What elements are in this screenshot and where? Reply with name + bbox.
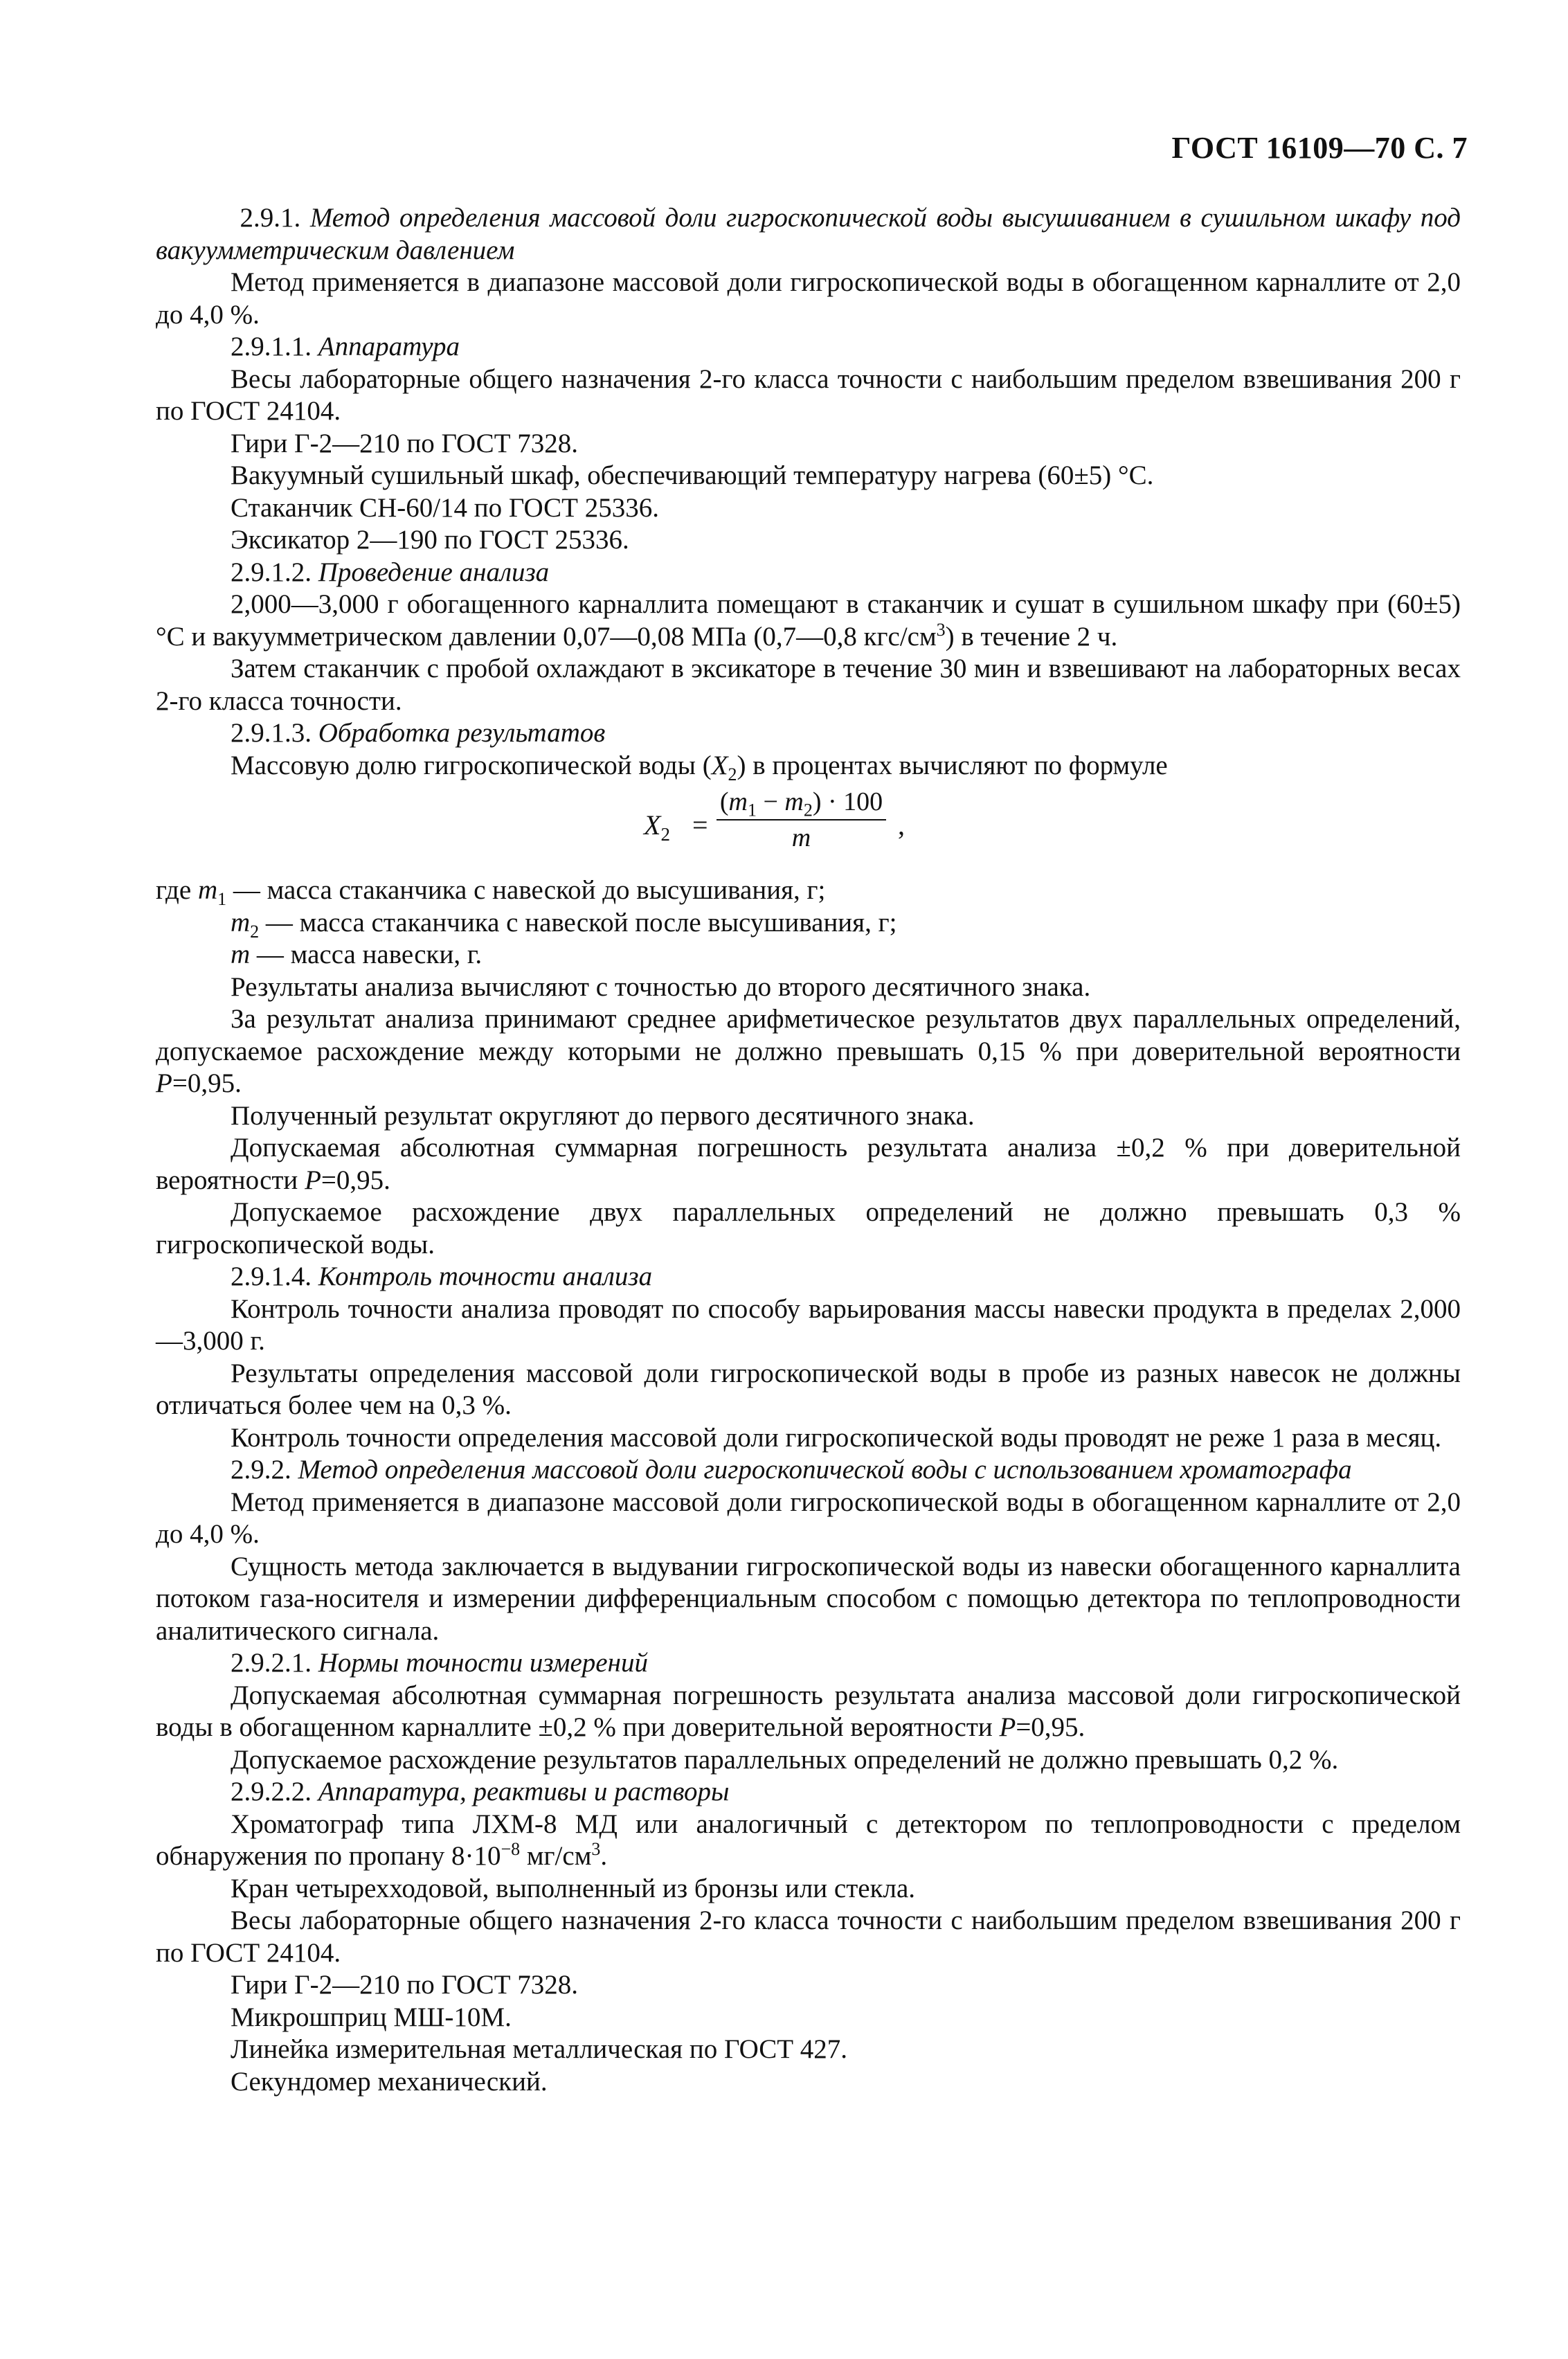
- paragraph: Массовую долю гигроскопической воды $(X_2)$ в процентах вычисляют по формуле: [231, 750, 1168, 784]
- section-heading: 2.9.1.1. Аппаратура: [231, 332, 460, 361]
- paragraph: Кран четырехходовой, выполненный из бронзы или стекла.: [231, 1873, 916, 1903]
- paragraph: Сущность метода заключается в выдувании гигроскопической воды из навески обогащенного карналлита потоком газа-носителя и измерении дифференциальным способом с помощью детектора по теплопроводности аналитического сигнала.: [156, 1551, 1461, 1646]
- section-heading: 2.9.1.4. Контроль точности анализа: [231, 1262, 653, 1291]
- paragraph: Эксикатор 2—190 по ГОСТ 25336.: [231, 525, 629, 555]
- paragraph: Допускаемое расхождение двух параллельных определений не должно превышать 0,3 % гигроскопической воды.: [156, 1197, 1461, 1259]
- legend-line: $m_2$ — масса стаканчика с навеской после высушивания, г;: [231, 907, 897, 942]
- paragraph: Затем стаканчик с пробой охлаждают в эксикаторе в течение 30 мин и взвешивают на лабораторных весах 2-го класса точности.: [156, 654, 1461, 716]
- paragraph: Допускаемое расхождение результатов параллельных определений не должно превышать 0,2 %.: [231, 1744, 1339, 1775]
- document-body: [156, 202, 1461, 2098]
- section-title: Метод определения массовой доли гигроскопической воды высушиванием в сушильном шкафу под вакуумметрическим давлением: [156, 203, 1461, 265]
- paragraph: Полученный результат округляют до первого десятичного знака.: [231, 1100, 975, 1131]
- formula-lhs: $X_2$: [644, 809, 670, 845]
- paragraph: Допускаемая абсолютная суммарная погрешность результата анализа массовой доли гигроскопической воды в обогащенном карналлите ±0,2 % при доверительной вероятности P=0,95.: [156, 1680, 1461, 1742]
- paragraph: Контроль точности анализа проводят по способу варьирования массы навески продукта в пределах 2,000—3,000 г.: [156, 1293, 1461, 1356]
- paragraph: Гири Г-2—210 по ГОСТ 7328.: [231, 428, 579, 458]
- paragraph: Результаты определения массовой доли гигроскопической воды в пробе из разных навесок не должны отличаться более чем на 0,3 %.: [156, 1358, 1461, 1420]
- legend-line: m — масса навески, г.: [231, 940, 483, 969]
- paragraph: За результат анализа принимают среднее арифметическое результатов двух параллельных определений, допускаемое расхождение между которыми не должно превышать 0,15 % при доверительной вероятности P=0,95.: [156, 1004, 1461, 1098]
- paragraph: Метод применяется в диапазоне массовой доли гигроскопической воды в обогащенном карналлите от 2,0 до 4,0 %.: [156, 1487, 1461, 1549]
- formula-denominator: m: [791, 823, 811, 852]
- section-heading: 2.9.2. Метод определения массовой доли гигроскопической воды с использованием хроматографа: [231, 1455, 1352, 1485]
- fraction-bar: [717, 819, 886, 820]
- paragraph: Гири Г-2—210 по ГОСТ 7328.: [231, 1970, 579, 2000]
- paragraph: Контроль точности определения массовой доли гигроскопической воды проводят не реже 1 раза в месяц.: [231, 1422, 1442, 1453]
- section-number: 2.9.1.: [240, 203, 301, 233]
- section-heading: 2.9.1.3. Обработка результатов: [231, 718, 606, 748]
- paragraph: Микрошприц МШ-10М.: [231, 2002, 512, 2032]
- paragraph: Метод применяется в диапазоне массовой доли гигроскопической воды в обогащенном карналлите от 2,0 до 4,0 %.: [156, 267, 1461, 330]
- formula-numerator: $(m_1 - m_2) \cdot 100$: [719, 787, 883, 820]
- section-heading: 2.9.1.2. Проведение анализа: [231, 557, 550, 587]
- section-heading: 2.9.2.2. Аппаратура, реактивы и растворы: [231, 1777, 730, 1806]
- paragraph: Весы лабораторные общего назначения 2-го класса точности с наибольшим пределом взвешивания 200 г по ГОСТ 24104.: [156, 364, 1461, 426]
- paragraph: Вакуумный сушильный шкаф, обеспечивающий температуру нагрева (60±5) °С.: [231, 460, 1154, 490]
- paragraph: Весы лабораторные общего назначения 2-го класса точности с наибольшим пределом взвешивания 200 г по ГОСТ 24104.: [156, 1905, 1461, 1968]
- legend-line: где $m_1$ — масса стаканчика с навеской до высушивания, г;: [156, 875, 826, 909]
- formula: [156, 786, 1461, 868]
- section-heading: 2.9.2.1. Нормы точности измерений: [231, 1648, 648, 1678]
- formula-equals: =: [692, 809, 708, 841]
- page-header: ГОСТ 16109—70 С. 7: [1171, 131, 1468, 165]
- paragraph: 2,000—3,000 г обогащенного карналлита помещают в стаканчик и сушат в сушильном шкафу при (60±5) °С и вакуумметрическом давлении 0,07—0,08 МПа (0,7—0,8 кгс/$см^3$) в течение 2 ч.: [156, 589, 1461, 652]
- paragraph: Стаканчик СН-60/14 по ГОСТ 25336.: [231, 492, 659, 523]
- paragraph: Хроматограф типа ЛХМ-8 МД или аналогичный с детектором по теплопроводности с пределом обнаружения по пропану $8\cdot 10^{-8}$ $мг/см^3$.: [156, 1809, 1461, 1871]
- formula-fraction: [717, 786, 886, 854]
- paragraph: Допускаемая абсолютная суммарная погрешность результата анализа ±0,2 % при доверительной вероятности P=0,95.: [156, 1133, 1461, 1195]
- section-heading: [156, 202, 1461, 267]
- paragraph: Секундомер механический.: [231, 2066, 548, 2097]
- paragraph: Линейка измерительная металлическая по ГОСТ 427.: [231, 2034, 848, 2064]
- paragraph: Результаты анализа вычисляют с точностью до второго десятичного знака.: [231, 971, 1091, 1002]
- formula-comma: ,: [898, 809, 905, 841]
